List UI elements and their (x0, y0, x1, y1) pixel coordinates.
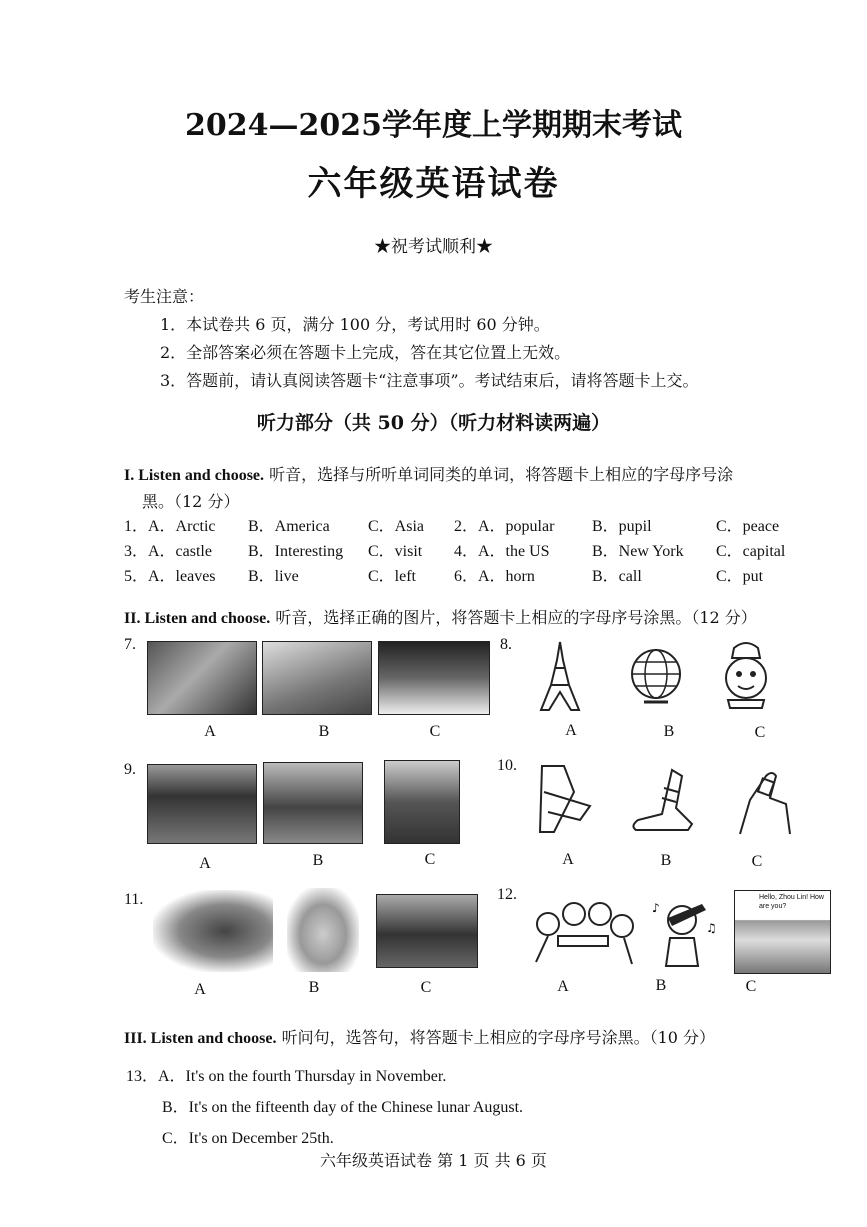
choice-label: C (429, 723, 441, 740)
exam-subtitle: 六年级英语试卷 (307, 164, 560, 204)
notice-item: 1．本试卷共 6 页，满分 100 分，考试用时 60 分钟。 (160, 315, 550, 334)
svg-text:♪: ♪ (652, 901, 660, 915)
tower-bridge-image (263, 762, 363, 844)
option: C．peace (716, 518, 780, 535)
section2-title-cn: 听音，选择正确的图片，将答题卡上相应的字母序号涂黑。（12 分） (270, 608, 757, 627)
section1-title-cn: 听音，选择与所听单词同类的单词，将答题卡上相应的字母序号涂 (264, 465, 734, 484)
choice-label: B (308, 979, 320, 996)
option: 1．A．Arctic (124, 518, 216, 535)
greeting-picture (734, 890, 831, 974)
option: 3．A．castle (124, 543, 212, 560)
option: C．left (368, 568, 416, 585)
rhinoceros-image (376, 894, 478, 968)
tea-ceremony-image (147, 641, 257, 715)
option: B．America (248, 518, 330, 535)
choice-label: C (754, 724, 766, 741)
option: 5．A．leaves (124, 568, 216, 585)
choice-label: C (420, 979, 432, 996)
option: B．live (248, 568, 299, 585)
good-luck-line: ★祝考试顺利★ (374, 237, 493, 257)
option: B．New York (592, 543, 684, 560)
choice-label: B (312, 852, 324, 869)
choice-label: A (204, 723, 216, 740)
choice-label: C (745, 978, 757, 995)
choice-label: B (318, 723, 330, 740)
choice-label: A (557, 978, 569, 995)
option: B．call (592, 568, 642, 585)
section1-title-en: I. Listen and choose. (124, 467, 265, 484)
option: 4．A．the US (454, 543, 550, 560)
christmas-scene-image (378, 641, 490, 715)
section2-title (124, 605, 757, 628)
choice-label: B (663, 723, 675, 740)
question-number: 9. (124, 761, 136, 778)
eiffel-tower-icon (535, 640, 585, 712)
children-reading-icon (528, 896, 638, 968)
choice-label: A (562, 851, 574, 868)
question-number: 10. (497, 757, 517, 774)
choice-label: C (751, 853, 763, 870)
option: C．capital (716, 543, 786, 560)
option: 6．A．horn (454, 568, 535, 585)
choice-label: A (194, 981, 206, 998)
speech-bubble: Hello, Zhou Lin! How are you? (759, 894, 824, 910)
listening-heading: 听力部分（共 50 分）（听力材料读两遍） (256, 412, 611, 434)
question-number: 8. (500, 636, 512, 653)
q13-option-c: C．It's on December 25th. (162, 1130, 334, 1147)
section3-title-cn: 听问句，选答句，将答题卡上相应的字母序号涂黑。（10 分） (276, 1028, 716, 1047)
polar-bear-image (287, 888, 359, 972)
arm-sling-icon (534, 762, 596, 834)
question-number: 11. (124, 891, 144, 908)
choice-label: C (424, 851, 436, 868)
notice-heading: 考生注意： (124, 287, 205, 306)
teapot-cups-image (262, 641, 372, 715)
page-footer: 六年级英语试卷 第 1 页 共 6 页 (320, 1151, 547, 1170)
lion-dance-icon (714, 638, 778, 710)
section3-title (124, 1025, 715, 1048)
option: 2．A．popular (454, 518, 555, 535)
choice-label: A (565, 722, 577, 739)
option: B．pupil (592, 518, 652, 535)
museum-image (147, 764, 257, 844)
exam-title: 2024—2025学年度上学期期末考试 (185, 108, 682, 143)
choice-label: B (655, 977, 667, 994)
child-singing-icon (648, 894, 720, 968)
choice-label: B (660, 852, 672, 869)
section2-title-en: II. Listen and choose. (124, 610, 271, 627)
option: C．visit (368, 543, 423, 560)
q13-option-b: B．It's on the fifteenth day of the Chinese lunar August. (162, 1099, 524, 1116)
notice-item: 3．答题前，请认真阅读答题卡“注意事项”。考试结束后，请将答题卡上交。 (160, 371, 699, 390)
big-ben-image (384, 760, 460, 844)
injured-foot-icon (628, 768, 700, 834)
option: B．Interesting (248, 543, 344, 560)
snow-leopard-image (153, 890, 273, 972)
q13-option-a: 13．A．It's on the fourth Thursday in November. (126, 1068, 447, 1085)
question-number: 7. (124, 636, 136, 653)
section1-title (124, 462, 733, 485)
globe-icon (624, 646, 688, 706)
section3-title-en: III. Listen and choose. (124, 1030, 277, 1047)
option: C．put (716, 568, 764, 585)
svg-text:♫: ♫ (706, 921, 717, 935)
bandaged-finger-icon (730, 764, 796, 838)
notice-item: 2．全部答案必须在答题卡上完成，答在其它位置上无效。 (160, 343, 571, 362)
choice-label: A (199, 855, 211, 872)
option: C．Asia (368, 518, 425, 535)
question-number: 12. (497, 886, 517, 903)
section1-title-cont: 黑。（12 分） (142, 492, 240, 511)
